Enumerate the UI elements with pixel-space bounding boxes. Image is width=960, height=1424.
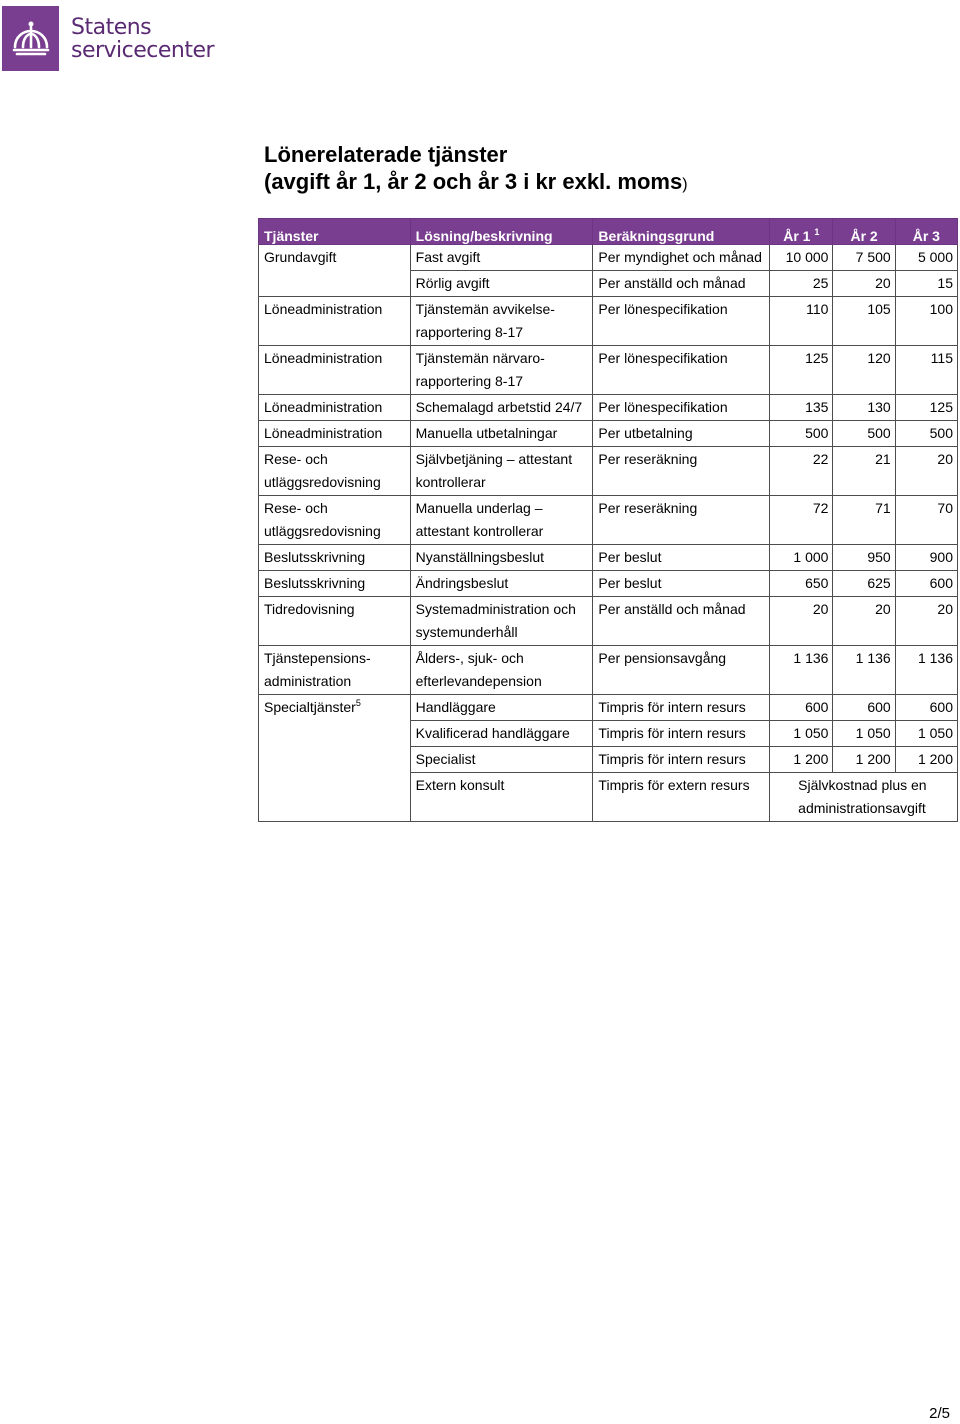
page-title [264,141,688,198]
cell-basis: Per pensionsavgång [593,646,770,695]
cell-year-3: 1 136 [895,646,957,695]
cell-solution: Extern konsult [410,773,593,822]
cell-year-1: 20 [770,597,833,646]
title-line-1: Lönerelaterade tjänster [264,142,508,167]
cell-year-3: 100 [895,297,957,346]
cell-merged-years: Självkostnad plus en administrationsavgift [770,773,958,822]
cell-service: Rese- och utläggsredovisning [259,496,411,545]
cell-year-1: 25 [770,271,833,297]
cell-year-2: 600 [833,695,895,721]
table-row [259,395,958,421]
cell-year-2: 20 [833,271,895,297]
cell-year-3: 70 [895,496,957,545]
cell-solution: Tjänstemän avvikelse- rapportering 8-17 [410,297,593,346]
cell-year-2: 21 [833,447,895,496]
cell-service: Löneadministration [259,346,411,395]
cell-basis: Per utbetalning [593,421,770,447]
table-row [259,271,958,297]
cell-solution: Handläggare [410,695,593,721]
cell-solution: Manuella utbetalningar [410,421,593,447]
cell-basis: Timpris för intern resurs [593,695,770,721]
logo [2,6,214,71]
cell-year-1: 22 [770,447,833,496]
cell-solution: Ålders-, sjuk- och efterlevandepension [410,646,593,695]
cell-year-2: 500 [833,421,895,447]
header-year-2: År 2 [833,219,895,245]
cell-basis: Per myndighet och månad [593,245,770,271]
cell-service: Rese- och utläggsredovisning [259,447,411,496]
cell-solution: Fast avgift [410,245,593,271]
cell-service: Löneadministration [259,395,411,421]
table-row [259,447,958,496]
cell-solution: Specialist [410,747,593,773]
logo-wordmark [71,16,214,62]
cell-year-2: 20 [833,597,895,646]
table-row [259,297,958,346]
header-service: Tjänster [259,219,411,245]
header-year-1: År 1 $^1$ [770,219,833,245]
crown-icon [2,6,59,71]
cell-service: Löneadministration [259,421,411,447]
cell-year-2: 1 200 [833,747,895,773]
cell-service: Löneadministration [259,297,411,346]
title-line-2: (avgift år 1, år 2 och år 3 i kr exkl. moms) [264,169,688,194]
cell-year-2: 7 500 [833,245,895,271]
cell-year-3: 20 [895,447,957,496]
cell-year-1: 135 [770,395,833,421]
cell-basis: Per lönespecifikation [593,346,770,395]
logo-line-2: servicecenter [71,37,215,63]
cell-year-3: 125 [895,395,957,421]
cell-year-2: 130 [833,395,895,421]
cell-basis: Per anställd och månad [593,271,770,297]
cell-year-2: 71 [833,496,895,545]
cell-solution: Självbetjäning – attestant kontrollerar [410,447,593,496]
cell-solution: Rörlig avgift [410,271,593,297]
cell-basis: Per anställd och månad [593,597,770,646]
cell-solution: Schemalagd arbetstid 24/7 [410,395,593,421]
cell-year-1: 500 [770,421,833,447]
cell-year-3: 900 [895,545,957,571]
cell-year-2: 625 [833,571,895,597]
table-row [259,421,958,447]
cell-service: Grundavgift [259,245,411,271]
table-row [259,695,958,721]
cell-service: Beslutsskrivning [259,571,411,597]
logo-line-1: Statens [71,14,152,40]
cell-year-2: 1 050 [833,721,895,747]
table-row [259,646,958,695]
cell-basis: Timpris för intern resurs [593,747,770,773]
cell-year-3: 20 [895,597,957,646]
cell-year-3: 500 [895,421,957,447]
table-row [259,245,958,271]
cell-year-1: 110 [770,297,833,346]
cell-service [259,271,411,297]
cell-solution: Nyanställningsbeslut [410,545,593,571]
cell-year-1: 1 050 [770,721,833,747]
cell-year-3: 15 [895,271,957,297]
cell-year-3: 1 200 [895,747,957,773]
cell-year-1: 600 [770,695,833,721]
cell-year-3: 5 000 [895,245,957,271]
header-year-3: År 3 [895,219,957,245]
cell-year-3: 115 [895,346,957,395]
cell-year-2: 105 [833,297,895,346]
cell-year-1: 650 [770,571,833,597]
cell-year-1: 72 [770,496,833,545]
cell-solution: Kvalificerad handläggare [410,721,593,747]
fee-table [258,218,958,822]
table-row [259,597,958,646]
header-solution: Lösning/beskrivning [410,219,593,245]
cell-solution: Tjänstemän närvaro- rapportering 8-17 [410,346,593,395]
cell-year-2: 950 [833,545,895,571]
table-row [259,571,958,597]
table-row [259,346,958,395]
cell-year-2: 1 136 [833,646,895,695]
cell-basis: Per beslut [593,545,770,571]
cell-basis: Per lönespecifikation [593,395,770,421]
header-basis: Beräkningsgrund [593,219,770,245]
table-header-row [259,219,958,245]
cell-year-3: 600 [895,571,957,597]
cell-solution: Manuella underlag – attestant kontrollerar [410,496,593,545]
cell-year-1: 1 200 [770,747,833,773]
cell-year-1: 125 [770,346,833,395]
table-row [259,496,958,545]
cell-service: Specialtjänster$^5$ [259,695,411,822]
cell-basis: Timpris för intern resurs [593,721,770,747]
cell-service: Tjänstepensions- administration [259,646,411,695]
cell-service: Tidredovisning [259,597,411,646]
cell-basis: Per reseräkning [593,496,770,545]
cell-year-1: 1 000 [770,545,833,571]
table-row [259,545,958,571]
cell-service: Beslutsskrivning [259,545,411,571]
cell-year-3: 1 050 [895,721,957,747]
cell-basis: Per lönespecifikation [593,297,770,346]
page-number: 2/5 [929,1405,950,1422]
cell-year-1: 10 000 [770,245,833,271]
cell-basis: Per reseräkning [593,447,770,496]
cell-basis: Timpris för extern resurs [593,773,770,822]
cell-year-2: 120 [833,346,895,395]
cell-solution: Systemadministration och systemunderhåll [410,597,593,646]
cell-solution: Ändringsbeslut [410,571,593,597]
cell-year-1: 1 136 [770,646,833,695]
cell-basis: Per beslut [593,571,770,597]
cell-year-3: 600 [895,695,957,721]
